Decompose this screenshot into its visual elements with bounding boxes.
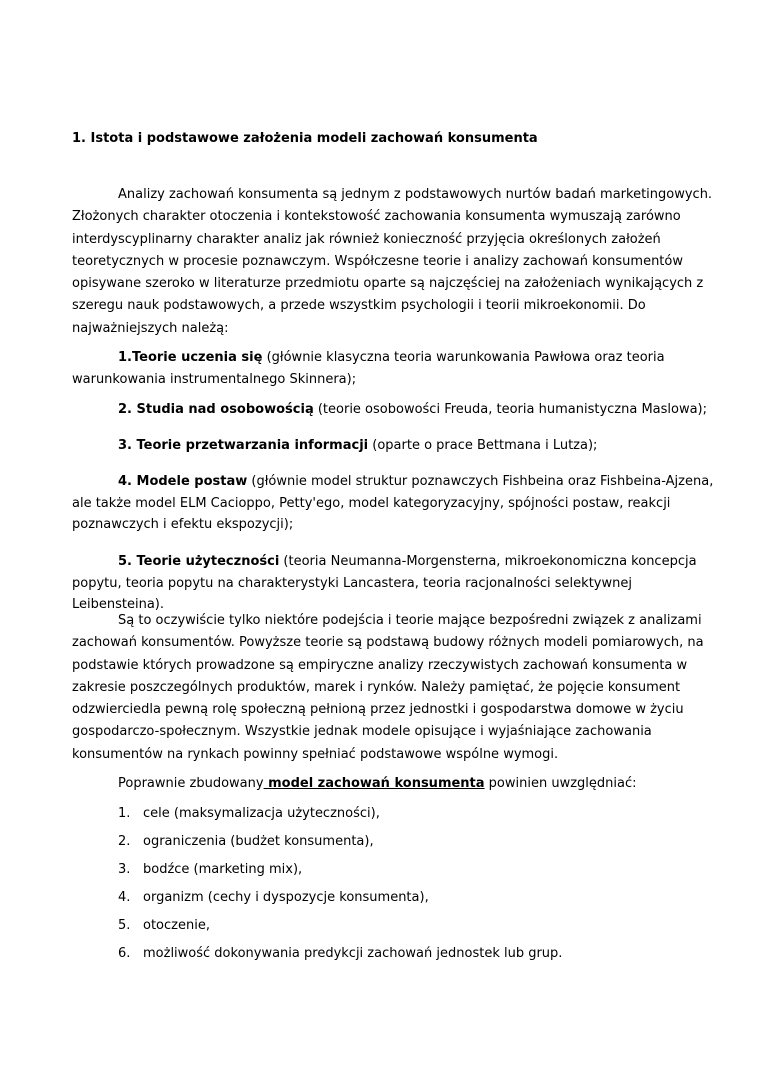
theory-desc: (teoria Neumanna-Morgensterna, mikroekonomiczna koncepcja popytu, teoria popytu na charakterystyki Lancastera, teoria racjonalności selektywnej Leibensteina). <box>72 554 697 612</box>
list-item <box>118 833 374 851</box>
paragraph-intro-text: Analizy zachowań konsumenta są jednym z podstawowych nurtów badań marketingowych. Złożonych charakter otoczenia i kontekstowość zachowania konsumenta wymuszają zarówno interdyscyplinarny charakter analiz jak również konieczność przyjęcia określonych założeń teoretycznych w procesie poznawczym. Współczesne teorie i analizy zachowań konsumentów opisywane szeroko w literaturze przedmiotu oparte są najczęściej na założeniach wynikających z szeregu nauk podstawowych, a przede wszystkim psychologii i teorii mikroekonomii. Do najważniejszych należą: <box>72 187 713 336</box>
list-number: 5. <box>118 918 131 933</box>
section-heading: 1. Istota i podstawowe założenia modeli zachowań konsumenta <box>72 131 538 146</box>
theory-item <box>72 399 722 421</box>
list-text: bodźce (marketing mix), <box>143 862 303 877</box>
list-text: cele (maksymalizacja użyteczności), <box>143 806 380 821</box>
theory-item <box>72 471 722 536</box>
paragraph-summary-text: Są to oczywiście tylko niektóre podejścia i teorie mające bezpośredni związek z analizami zachowań konsumentów. Powyższe teorie są podstawą budowy różnych modeli pomiarowych, na podstawie których prowadzone są empiryczne analizy rzeczywistych zachowań konsumenta w zakresie poszczególnych produktów, marek i rynków. Należy pamiętać, że pojęcie konsument odzwierciedla pewną rolę społeczną pełnioną przez jednostki i gospodarstwa domowe w życiu gospodarczo-społecznym. Wszystkie jednak modele opisujące i wyjaśniające zachowania konsumentów na rynkach powinny spełniać podstawowe wspólne wymogi. <box>72 613 704 762</box>
theory-desc: (teorie osobowości Freuda, teoria humanistyczna Maslowa); <box>313 402 708 417</box>
theory-title: 1.Teorie uczenia się <box>118 350 263 365</box>
list-item <box>118 861 302 879</box>
theory-title: 2. Studia nad osobowością <box>118 402 314 417</box>
list-number: 4. <box>118 890 131 905</box>
paragraph-summary <box>72 610 722 766</box>
list-number: 2. <box>118 834 131 849</box>
list-text: otoczenie, <box>143 918 210 933</box>
list-item <box>118 805 380 823</box>
list-item <box>118 945 562 963</box>
list-item <box>118 889 429 907</box>
theory-title: 4. Modele postaw <box>118 474 248 489</box>
list-text: organizm (cechy i dyspozycje konsumenta), <box>143 890 429 905</box>
theory-desc: (głównie model struktur poznawczych Fishbeina oraz Fishbeina-Ajzena, ale także model ELM Cacioppo, Petty'ego, model kategoryzacyjny, spójności postaw, reakcji poznawczych i efektu ekspozycji); <box>72 474 714 532</box>
paragraph-intro <box>72 184 722 340</box>
list-text: możliwość dokonywania predykcji zachowań jednostek lub grup. <box>143 946 563 961</box>
theory-item <box>72 347 722 390</box>
theory-desc: (oparte o prace Bettmana i Lutza); <box>368 438 598 453</box>
model-intro-text: Poprawnie zbudowany <box>118 776 264 791</box>
list-item <box>118 917 210 935</box>
theory-title: 5. Teorie użyteczności <box>118 554 280 569</box>
list-number: 3. <box>118 862 131 877</box>
model-term: model zachowań konsumenta <box>263 776 485 791</box>
list-text: ograniczenia (budżet konsumenta), <box>143 834 374 849</box>
list-number: 1. <box>118 806 131 821</box>
theory-item <box>72 551 722 616</box>
theory-item <box>72 435 722 457</box>
model-intro <box>118 775 637 793</box>
theory-desc: (głównie klasyczna teoria warunkowania Pawłowa oraz teoria warunkowania instrumentalnego Skinnera); <box>72 350 665 387</box>
theory-title: 3. Teorie przetwarzania informacji <box>118 438 369 453</box>
list-number: 6. <box>118 946 131 961</box>
model-intro-text-end: powinien uwzględniać: <box>484 776 637 791</box>
